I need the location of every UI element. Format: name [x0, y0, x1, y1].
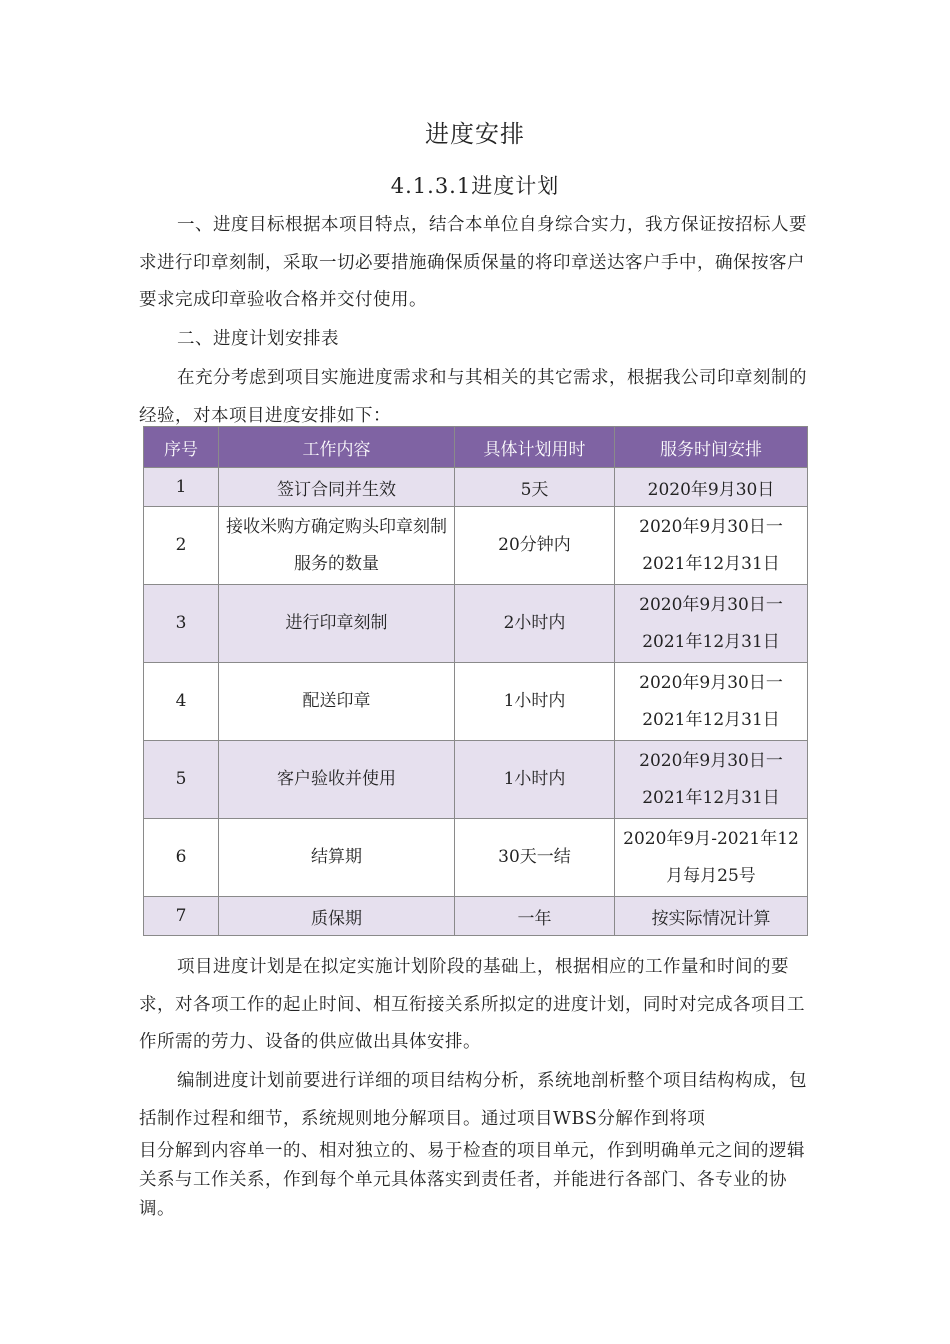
cell-duration: 5天	[455, 468, 615, 507]
cell-no: 1	[144, 468, 219, 507]
cell-no: 7	[144, 897, 219, 936]
page-title: 进度安排	[425, 120, 525, 148]
section-heading: 4.1.3.1进度计划	[390, 174, 560, 198]
paragraph-progress-goal: 一、进度目标根据本项目特点，结合本单位自身综合实力，我方保证按招标人要求进行印章刻制，采取一切必要措施确保质保量的将印章送达客户手中，确保按客户要求完成印章验收合格并交付使用。	[139, 215, 807, 310]
column-header: 服务时间安排	[615, 427, 808, 468]
table-row	[144, 741, 808, 819]
cell-schedule: 2020年9月30日一2021年12月31日	[615, 585, 808, 663]
column-header: 工作内容	[219, 427, 455, 468]
cell-duration: 1小时内	[455, 741, 615, 819]
cell-duration: 一年	[455, 897, 615, 936]
cell-no: 2	[144, 507, 219, 585]
cell-work: 质保期	[219, 897, 455, 936]
paragraph-schedule-intro: 在充分考虑到项目实施进度需求和与其相关的其它需求，根据我公司印章刻制的经验，对本项目进度安排如下：	[139, 368, 807, 426]
table-header-row	[144, 427, 808, 468]
schedule-table	[143, 426, 808, 936]
cell-no: 3	[144, 585, 219, 663]
cell-no: 4	[144, 663, 219, 741]
cell-duration: 1小时内	[455, 663, 615, 741]
cell-work: 进行印章刻制	[219, 585, 455, 663]
cell-schedule: 2020年9月30日一2021年12月31日	[615, 507, 808, 585]
table-row	[144, 468, 808, 507]
column-header: 具体计划用时	[455, 427, 615, 468]
table-row	[144, 819, 808, 897]
table-row	[144, 585, 808, 663]
cell-schedule: 2020年9月30日一2021年12月31日	[615, 663, 808, 741]
paragraph-wbs-analysis: 编制进度计划前要进行详细的项目结构分析，系统地剖析整个项目结构构成，包括制作过程和细节，系统规则地分解项目。通过项目WBS分解作到将项	[139, 1071, 807, 1129]
cell-work: 结算期	[219, 819, 455, 897]
cell-schedule: 按实际情况计算	[615, 897, 808, 936]
table-row	[144, 663, 808, 741]
cell-no: 6	[144, 819, 219, 897]
paragraph-schedule-heading: 二、进度计划安排表	[177, 329, 339, 349]
cell-duration: 30天一结	[455, 819, 615, 897]
table-row	[144, 507, 808, 585]
cell-work: 客户验收并使用	[219, 741, 455, 819]
cell-work: 配送印章	[219, 663, 455, 741]
cell-schedule: 2020年9月30日	[615, 468, 808, 507]
column-header: 序号	[144, 427, 219, 468]
paragraph-plan-definition: 项目进度计划是在拟定实施计划阶段的基础上，根据相应的工作量和时间的要求，对各项工作的起止时间、相互衔接关系所拟定的进度计划，同时对完成各项目工作所需的劳力、设备的供应做出具体安排。	[139, 957, 805, 1052]
table-row	[144, 897, 808, 936]
cell-duration: 2小时内	[455, 585, 615, 663]
cell-no: 5	[144, 741, 219, 819]
paragraph-wbs-continued: 目分解到内容单一的、相对独立的、易于检查的项目单元，作到明确单元之间的逻辑关系与工作关系，作到每个单元具体落实到责任者，并能进行各部门、各专业的协调。	[139, 1141, 805, 1219]
cell-work: 签订合同并生效	[219, 468, 455, 507]
cell-work: 接收米购方确定购头印章刻制服务的数量	[219, 507, 455, 585]
cell-schedule: 2020年9月-2021年12月每月25号	[615, 819, 808, 897]
cell-duration: 20分钟内	[455, 507, 615, 585]
cell-schedule: 2020年9月30日一2021年12月31日	[615, 741, 808, 819]
